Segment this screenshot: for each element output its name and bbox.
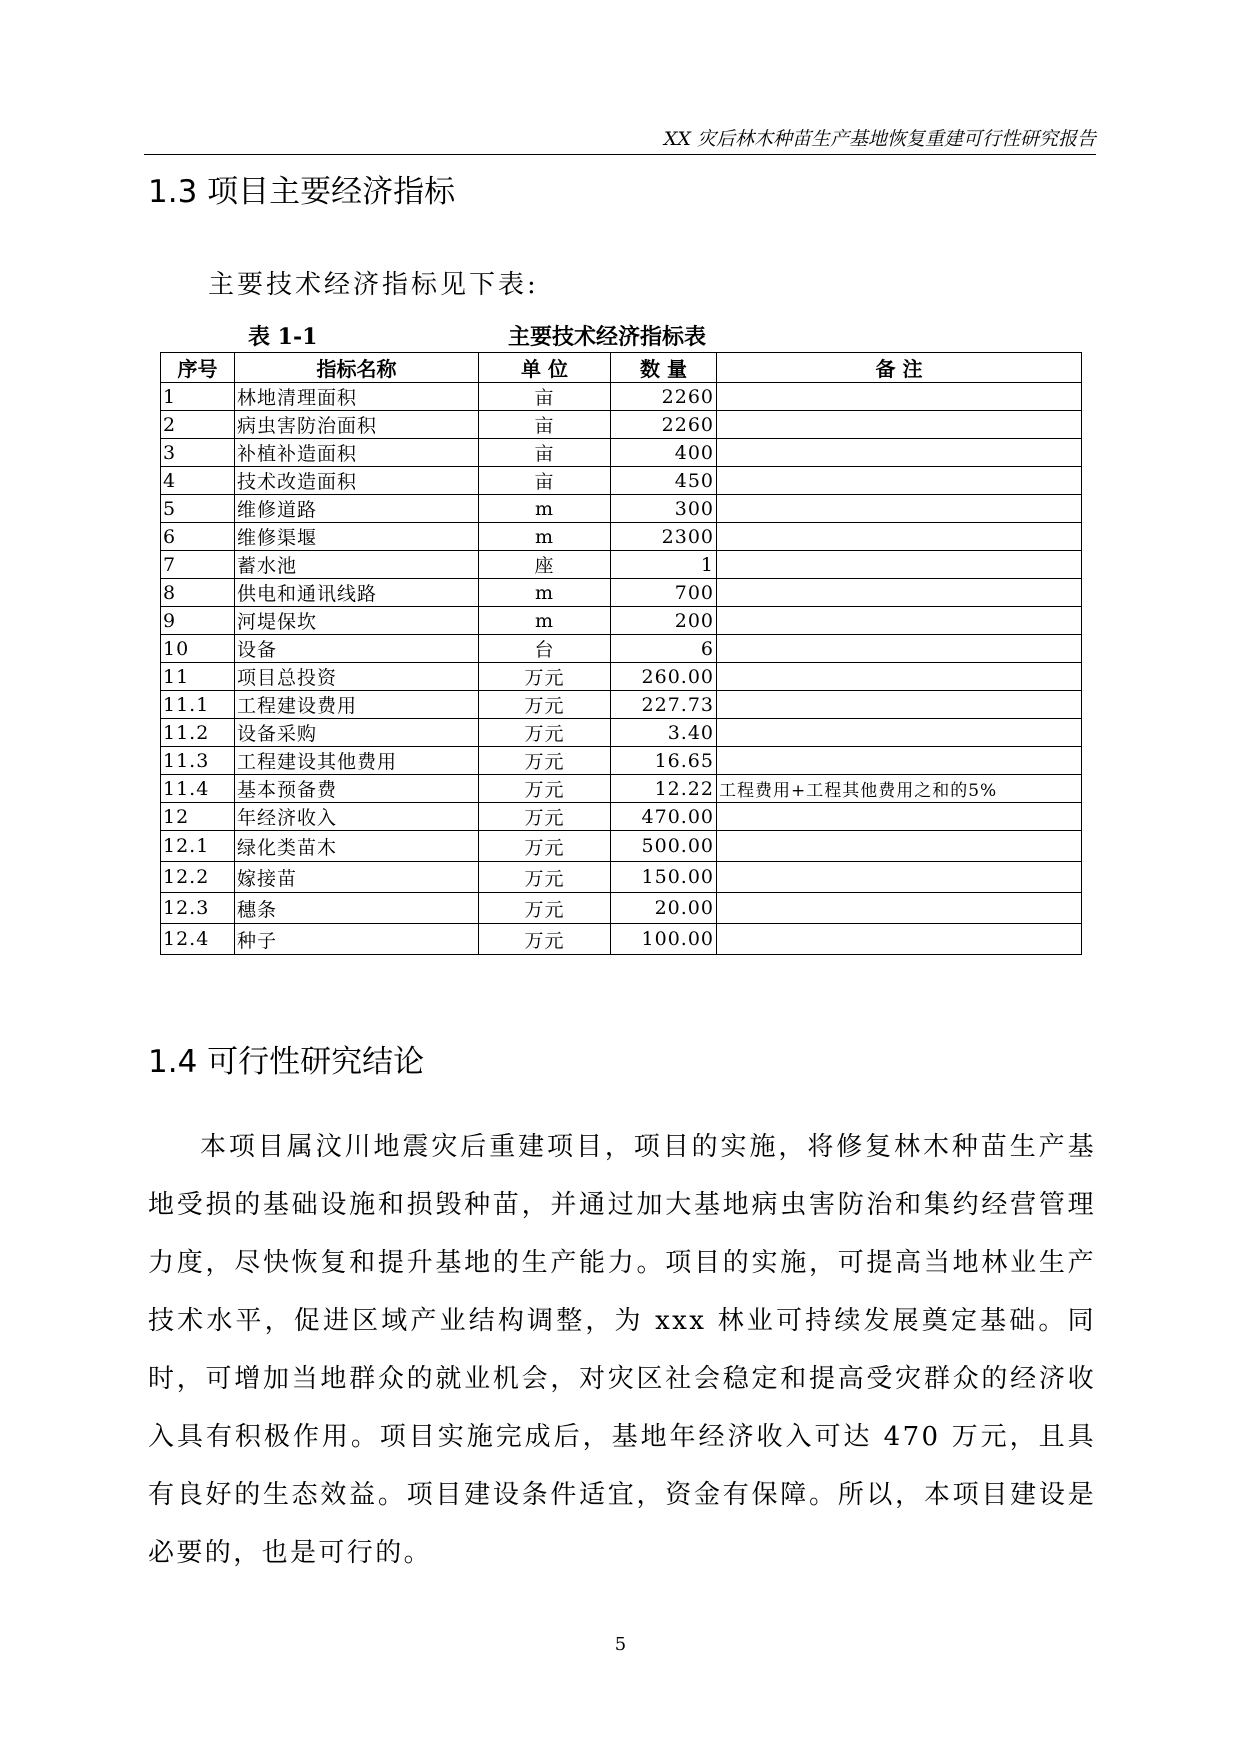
page-number: 5 xyxy=(614,1634,627,1655)
table-row xyxy=(161,775,1082,803)
cell-unit: 亩 xyxy=(479,411,611,439)
cell-no: 12.3 xyxy=(161,893,235,924)
column-header-quantity: 数 量 xyxy=(611,353,717,383)
cell-name: 补植补造面积 xyxy=(235,439,479,467)
cell-note xyxy=(717,862,1082,893)
cell-unit: m xyxy=(479,523,611,551)
column-header-name: 指标名称 xyxy=(235,353,479,383)
cell-no: 11 xyxy=(161,663,235,691)
cell-no: 1 xyxy=(161,383,235,411)
header-title: XX 灾后林木种苗生产基地恢复重建可行性研究报告 xyxy=(663,128,1096,150)
table-row xyxy=(161,924,1082,955)
cell-unit: m xyxy=(479,579,611,607)
cell-unit: 万元 xyxy=(479,862,611,893)
cell-unit: 亩 xyxy=(479,439,611,467)
cell-no: 12.1 xyxy=(161,831,235,862)
cell-quantity: 200 xyxy=(611,607,717,635)
cell-unit: 万元 xyxy=(479,893,611,924)
table-row xyxy=(161,691,1082,719)
cell-unit: 台 xyxy=(479,635,611,663)
cell-quantity: 3.40 xyxy=(611,719,717,747)
cell-note xyxy=(717,893,1082,924)
cell-unit: 万元 xyxy=(479,719,611,747)
cell-no: 12 xyxy=(161,803,235,831)
conclusion-paragraph: 本项目属汶川地震灾后重建项目，项目的实施，将修复林木种苗生产基地受损的基础设施和损毁种苗，并通过加大基地病虫害防治和集约经营管理力度，尽快恢复和提升基地的生产能力。项目的实施，可提高当地林业生产技术水平，促进区域产业结构调整，为 xxx 林业可持续发展奠定基础。同时，可增加当地群众的就业机会，对灾区社会稳定和提高受灾群众的经济收入具有积极作用。项目实施完成后，基地年经济收入可达 470 万元，且具有良好的生态效益。项目建设条件适宜，资金有保障。所以，本项目建设是必要的，也是可行的。 xyxy=(148,1132,1096,1568)
cell-unit: 座 xyxy=(479,551,611,579)
cell-note xyxy=(717,924,1082,955)
cell-note xyxy=(717,551,1082,579)
cell-name: 设备 xyxy=(235,635,479,663)
cell-quantity: 2260 xyxy=(611,411,717,439)
cell-no: 11.2 xyxy=(161,719,235,747)
table-row xyxy=(161,831,1082,862)
section-heading-1-3: 1.3 项目主要经济指标 xyxy=(148,174,456,210)
cell-no: 5 xyxy=(161,495,235,523)
table-row xyxy=(161,383,1082,411)
cell-note xyxy=(717,439,1082,467)
cell-name: 河堤保坎 xyxy=(235,607,479,635)
table-header-row xyxy=(161,353,1082,383)
table-row xyxy=(161,862,1082,893)
cell-note xyxy=(717,803,1082,831)
table-row xyxy=(161,495,1082,523)
table-row xyxy=(161,551,1082,579)
cell-quantity: 260.00 xyxy=(611,663,717,691)
cell-note xyxy=(717,467,1082,495)
cell-note xyxy=(717,411,1082,439)
cell-quantity: 400 xyxy=(611,439,717,467)
cell-no: 11.3 xyxy=(161,747,235,775)
cell-name: 项目总投资 xyxy=(235,663,479,691)
cell-no: 4 xyxy=(161,467,235,495)
cell-name: 绿化类苗木 xyxy=(235,831,479,862)
cell-quantity: 300 xyxy=(611,495,717,523)
cell-name: 供电和通讯线路 xyxy=(235,579,479,607)
table-row xyxy=(161,411,1082,439)
cell-unit: 亩 xyxy=(479,383,611,411)
cell-name: 蓄水池 xyxy=(235,551,479,579)
cell-note xyxy=(717,523,1082,551)
cell-unit: 万元 xyxy=(479,775,611,803)
cell-name: 基本预备费 xyxy=(235,775,479,803)
cell-quantity: 227.73 xyxy=(611,691,717,719)
cell-name: 嫁接苗 xyxy=(235,862,479,893)
cell-note xyxy=(717,495,1082,523)
cell-note xyxy=(717,663,1082,691)
cell-no: 10 xyxy=(161,635,235,663)
cell-note xyxy=(717,691,1082,719)
cell-unit: 万元 xyxy=(479,803,611,831)
cell-name: 维修渠堰 xyxy=(235,523,479,551)
cell-unit: 万元 xyxy=(479,747,611,775)
cell-quantity: 1 xyxy=(611,551,717,579)
cell-unit: m xyxy=(479,607,611,635)
table-row xyxy=(161,719,1082,747)
cell-name: 林地清理面积 xyxy=(235,383,479,411)
cell-no: 6 xyxy=(161,523,235,551)
section-heading-1-4: 1.4 可行性研究结论 xyxy=(148,1044,425,1080)
cell-quantity: 100.00 xyxy=(611,924,717,955)
cell-unit: 万元 xyxy=(479,924,611,955)
table-row xyxy=(161,467,1082,495)
table-row xyxy=(161,803,1082,831)
table-row xyxy=(161,579,1082,607)
cell-name: 维修道路 xyxy=(235,495,479,523)
table-row xyxy=(161,893,1082,924)
cell-quantity: 700 xyxy=(611,579,717,607)
cell-unit: 万元 xyxy=(479,831,611,862)
cell-name: 设备采购 xyxy=(235,719,479,747)
cell-quantity: 2300 xyxy=(611,523,717,551)
cell-no: 3 xyxy=(161,439,235,467)
cell-no: 2 xyxy=(161,411,235,439)
table-row xyxy=(161,747,1082,775)
cell-quantity: 450 xyxy=(611,467,717,495)
table-row xyxy=(161,439,1082,467)
cell-note xyxy=(717,635,1082,663)
page-header xyxy=(144,120,1096,155)
cell-quantity: 150.00 xyxy=(611,862,717,893)
table-row xyxy=(161,663,1082,691)
cell-quantity: 16.65 xyxy=(611,747,717,775)
cell-name: 年经济收入 xyxy=(235,803,479,831)
cell-note xyxy=(717,719,1082,747)
table-row xyxy=(161,635,1082,663)
cell-no: 11.4 xyxy=(161,775,235,803)
cell-note xyxy=(717,747,1082,775)
cell-note xyxy=(717,607,1082,635)
table-row xyxy=(161,523,1082,551)
cell-quantity: 2260 xyxy=(611,383,717,411)
cell-no: 9 xyxy=(161,607,235,635)
cell-quantity: 6 xyxy=(611,635,717,663)
cell-note xyxy=(717,831,1082,862)
cell-quantity: 470.00 xyxy=(611,803,717,831)
cell-note xyxy=(717,579,1082,607)
cell-unit: 亩 xyxy=(479,467,611,495)
cell-quantity: 12.22 xyxy=(611,775,717,803)
column-header-unit: 单 位 xyxy=(479,353,611,383)
cell-no: 12.4 xyxy=(161,924,235,955)
economic-indicators-table xyxy=(160,352,1082,955)
cell-name: 病虫害防治面积 xyxy=(235,411,479,439)
intro-text: 主要技术经济指标见下表: xyxy=(208,270,539,300)
cell-name: 技术改造面积 xyxy=(235,467,479,495)
table-row xyxy=(161,607,1082,635)
cell-quantity: 500.00 xyxy=(611,831,717,862)
cell-no: 11.1 xyxy=(161,691,235,719)
cell-name: 工程建设费用 xyxy=(235,691,479,719)
cell-note xyxy=(717,383,1082,411)
column-header-no: 序号 xyxy=(161,353,235,383)
table-caption-title: 主要技术经济指标表 xyxy=(508,324,707,350)
cell-unit: m xyxy=(479,495,611,523)
cell-name: 工程建设其他费用 xyxy=(235,747,479,775)
cell-quantity: 20.00 xyxy=(611,893,717,924)
cell-no: 12.2 xyxy=(161,862,235,893)
cell-no: 7 xyxy=(161,551,235,579)
table-caption-number: 表 1-1 xyxy=(248,324,318,350)
column-header-note: 备 注 xyxy=(717,353,1082,383)
cell-name: 穗条 xyxy=(235,893,479,924)
cell-unit: 万元 xyxy=(479,691,611,719)
cell-name: 种子 xyxy=(235,924,479,955)
cell-note: 工程费用+工程其他费用之和的5% xyxy=(717,775,1082,803)
cell-unit: 万元 xyxy=(479,663,611,691)
cell-no: 8 xyxy=(161,579,235,607)
